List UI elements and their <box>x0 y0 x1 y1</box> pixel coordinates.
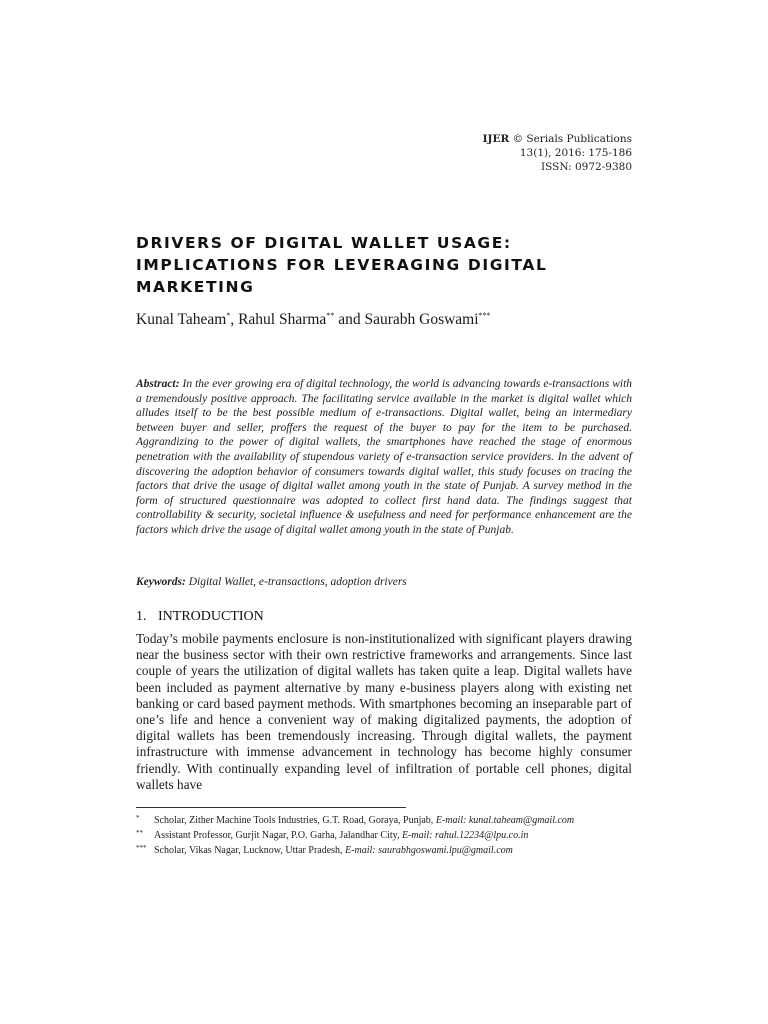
footnotes <box>136 815 646 860</box>
abstract <box>136 377 632 538</box>
footnote-email-label-3: E-mail: <box>345 845 376 856</box>
title-line-3: MARKETING <box>136 278 255 296</box>
footnote-email-3[interactable]: saurabhgoswami.lpu@gmail.com <box>378 845 513 856</box>
footnote-mark-3: *** <box>136 844 147 852</box>
footnote-email-1[interactable]: kunal.taheam@gmail.com <box>468 815 575 826</box>
introduction-paragraph: Today’s mobile payments enclosure is non-institutionalized with significant players drawing near the business sector with their own restrictive frameworks and arrangements. Since last couple of years the utilization of digital wallets has taken quite a leap. Digital wallets have been included as payment alternative by many e-business players along with existing net banking or card based payment methods. With smartphones becoming an inseparable part of one’s life and hence a convenient way of making digitalized payments, the adoption of digital wallets has been tremendously increasing. Through digital wallets, the payment infrastructure with immense advancement in technology has become highly consumer friendly. With continually expanding level of infiltration of portable cell phones, digital wallets have <box>136 631 632 792</box>
footnote-email-label-1: E-mail: <box>435 815 467 826</box>
author-name-2: Rahul Sharma <box>238 311 327 328</box>
section-number: 1. <box>136 609 147 624</box>
footnote-email-2[interactable]: rahul.12234@lpu.co.in <box>435 830 529 841</box>
author-mark-3: *** <box>478 310 491 320</box>
author-separator-1: , <box>230 311 239 328</box>
footnote-affiliation-3: Scholar, Vikas Nagar, Lucknow, Uttar Pradesh, <box>154 845 346 856</box>
footnote-text-2 <box>154 830 528 841</box>
author-mark-1: * <box>226 310 231 320</box>
footnote-affiliation-2: Assistant Professor, Gurjit Nagar, P.O. Garha, Jalandhar City, <box>154 830 402 841</box>
keywords <box>136 576 407 588</box>
journal-line-publisher <box>483 132 632 146</box>
footnote-divider <box>136 807 406 808</box>
author-list <box>136 311 491 329</box>
section-title: INTRODUCTION <box>158 609 264 624</box>
journal-volume: 13(1), 2016: 175-186 <box>519 147 632 159</box>
keywords-text: Digital Wallet, e-transactions, adoption drivers <box>188 576 407 588</box>
title-line-1: DRIVERS OF DIGITAL WALLET USAGE: <box>136 234 512 252</box>
journal-issn: ISSN: 0972-9380 <box>540 161 632 173</box>
journal-name: IJER <box>482 133 510 145</box>
footnote-text-3 <box>154 845 513 856</box>
author-separator-2: and <box>334 311 365 328</box>
journal-info <box>483 132 632 174</box>
section-heading-introduction <box>136 609 264 625</box>
author-name-3: Saurabh Goswami <box>364 311 479 328</box>
footnote-affiliation-1: Scholar, Zither Machine Tools Industries, G.T. Road, Goraya, Punjab, <box>154 815 436 826</box>
footnote-mark-2: ** <box>136 829 143 837</box>
journal-publisher: © Serials Publications <box>512 133 632 145</box>
footnote-3 <box>136 845 646 860</box>
keywords-label: Keywords: <box>136 576 186 588</box>
footnote-mark-1: * <box>136 814 140 822</box>
abstract-label: Abstract: <box>136 378 180 390</box>
paper-title <box>136 232 636 298</box>
author-mark-2: ** <box>326 310 335 320</box>
footnote-2 <box>136 830 646 845</box>
footnote-1 <box>136 815 646 830</box>
footnote-email-label-2: E-mail: <box>401 830 433 841</box>
title-line-2: IMPLICATIONS FOR LEVERAGING DIGITAL <box>136 256 548 274</box>
footnote-text-1 <box>154 815 574 826</box>
author-name-1: Kunal Taheam <box>136 311 227 328</box>
abstract-text: In the ever growing era of digital technology, the world is advancing towards e-transactions with a tremendously positive approach. The facilitating service available in the market is digital wallet which alludes itself to be the best possible medium of e-transactions. Digital wallet, being an intermediary between buyer and seller, proffers the request of the buyer to pay for the item to be purchased. Aggrandizing to the power of digital wallets, the smartphones have reached the stage of enormous penetration with the availability of stupendous variety of e-transaction service providers. In the advent of discovering the adoption behavior of consumers towards digital wallet, this study focuses on tracing the factors that drive the usage of digital wallet among youth in the state of Punjab. A survey method in the form of structured questionnaire was adopted to collect first hand data. The findings suggest that controllability & security, societal influence & usefulness and need for performance enhancement are the factors which drive the usage of digital wallet among youth in the state of Punjab. <box>136 378 633 536</box>
